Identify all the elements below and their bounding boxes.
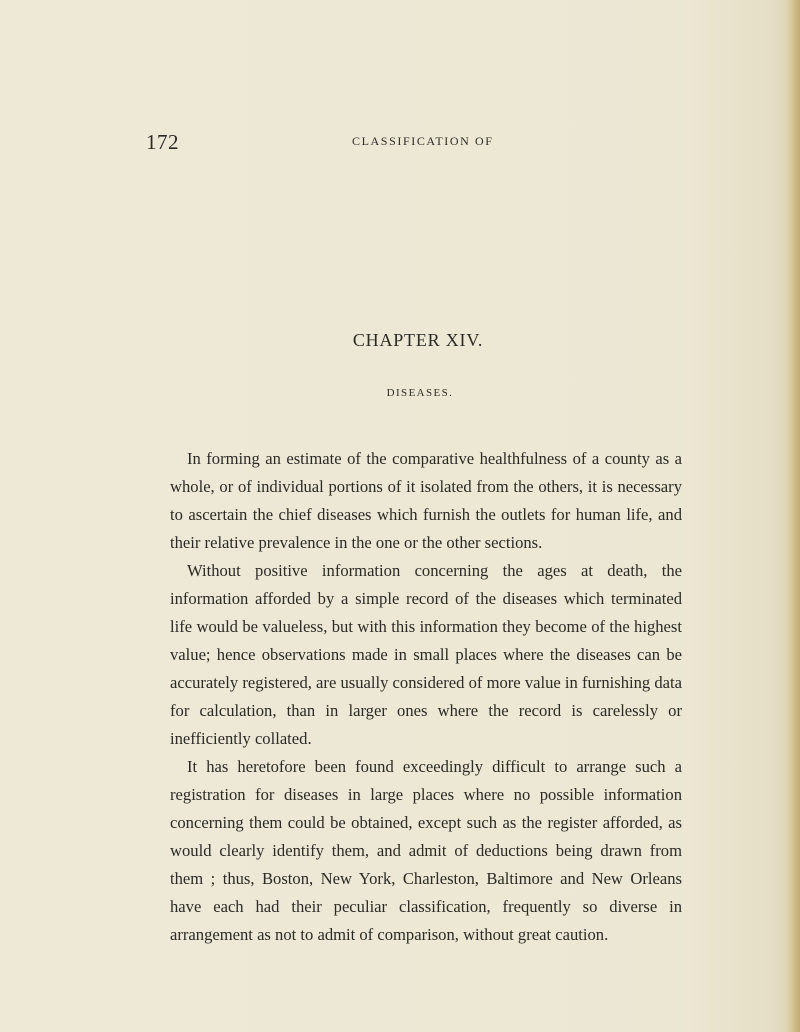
body-text (170, 445, 682, 949)
paragraph: It has heretofore been found exceedingly difficult to arrange such a registration for diseases in large places where no possible information concerning them could be obtained, except such as the register afforded, as would clearly identify them, and admit of deductions being drawn from them ; thus, Boston, New York, Charleston, Baltimore and New Orleans have each had their peculiar classification, frequently so diverse in arrangement as not to admit of comparison, without great caution. (170, 757, 682, 944)
page-number: 172 (146, 130, 179, 154)
running-title: CLASSIFICATION OF (352, 134, 494, 148)
page-edge-shadow (786, 0, 800, 1032)
paragraph: Without positive information concerning the ages at death, the information afforded by a simple record of the diseases which terminated life would be valueless, but with this information they become of the highest value; hence observations made in small places where the diseases can be accurately registered, are usually considered of more value in furnishing data for calculation, than in larger ones where the record is carelessly or inefficiently collated. (170, 561, 682, 748)
chapter-subtitle: DISEASES. (386, 387, 454, 399)
running-head (146, 130, 666, 152)
chapter-title: CHAPTER XIV. (352, 330, 484, 350)
paragraph: In forming an estimate of the comparative healthfulness of a county as a whole, or of individual portions of it isolated from the others, it is necessary to ascertain the chief diseases which furnish the outlets for human life, and their relative prevalence in the one or the other sections. (170, 449, 682, 552)
